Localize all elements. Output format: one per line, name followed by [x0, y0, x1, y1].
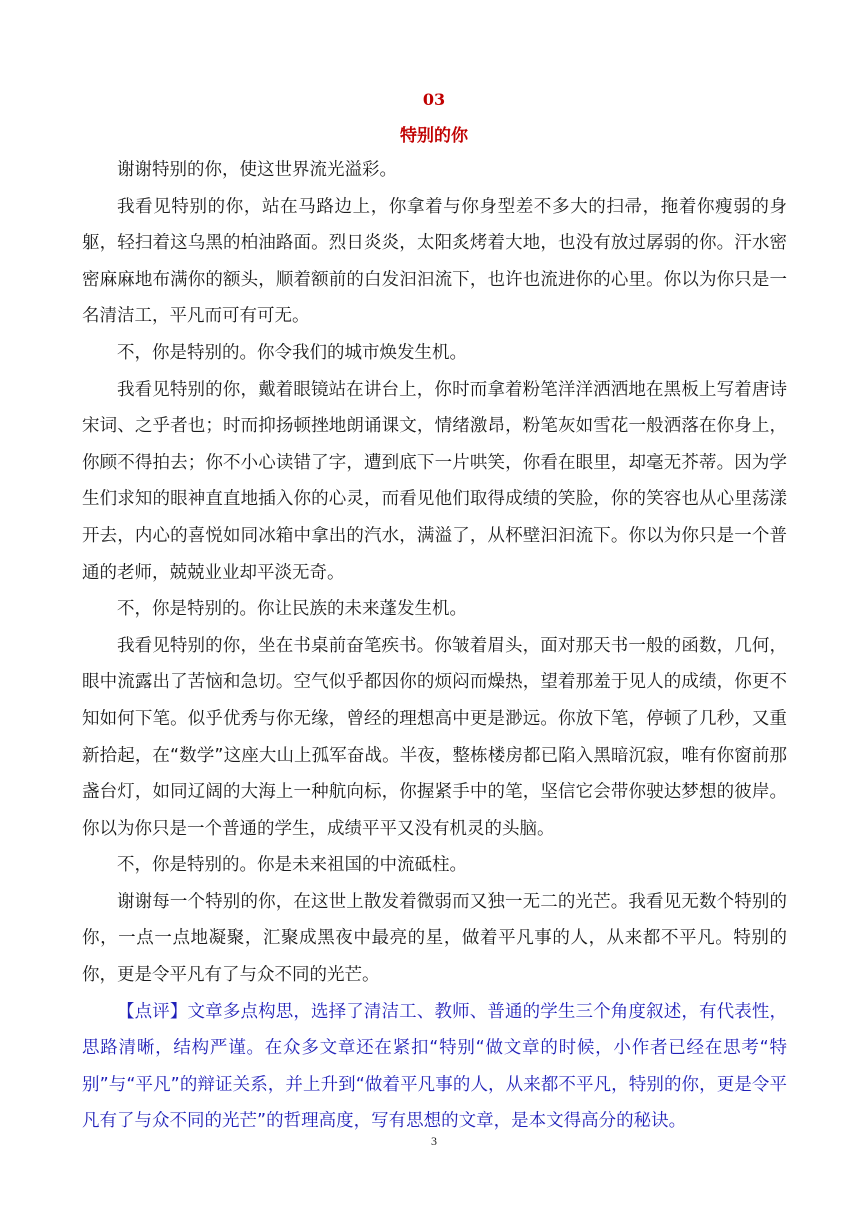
essay-title: 特别的你 [400, 126, 468, 146]
paragraph: 不，你是特别的。你让民族的未来蓬发生机。 [117, 599, 467, 620]
essay-body [82, 152, 787, 1140]
paragraph: 我看见特别的你，坐在书桌前奋笔疾书。你皱着眉头，面对那天书一般的函数，几何，眼中流露出了苦恼和急切。空气似乎都因你的烦闷而燥热，望着那羞于见人的成绩，你更不知如何下笔。似乎优秀与你无缘，曾经的理想高中更是渺远。你放下笔，停顿了几秒，又重新拾起，在“数学”这座大山上孤军奋战。半夜，整栋楼房都已陷入黑暗沉寂，唯有你窗前那盏台灯，如同辽阔的大海上一种航向标，你握紧手中的笔，坚信它会带你驶达梦想的彼岸。你以为你只是一个普通的学生，成绩平平又没有机灵的头脑。 [82, 635, 787, 839]
paragraph: 我看见特别的你，戴着眼镜站在讲台上，你时而拿着粉笔洋洋洒洒地在黑板上写着唐诗宋词、之乎者也；时而抑扬顿挫地朗诵课文，情绪激昂，粉笔灰如雪花一般洒落在你身上，你顾不得拍去；你不小心读错了字，遭到底下一片哄笑，你看在眼里，却毫无芥蒂。因为学生们求知的眼神直直地插入你的心灵，而看见他们取得成绩的笑脸，你的笑容也从心里荡漾开去，内心的喜悦如同冰箱中拿出的汽水，满溢了，从杯壁汩汩流下。你以为你只是一个普通的老师，兢兢业业却平淡无奇。 [82, 379, 787, 583]
paragraph: 我看见特别的你，站在马路边上，你拿着与你身型差不多大的扫帚，拖着你瘦弱的身躯，轻扫着这乌黑的柏油路面。烈日炎炎，太阳炙烤着大地，也没有放过孱弱的你。汗水密密麻麻地布满你的额头，顺着额前的白发汩汩流下，也许也流进你的心里。你以为你只是一名清洁工，平凡而可有可无。 [82, 196, 787, 327]
paragraph: 不，你是特别的。你令我们的城市焕发生机。 [117, 342, 467, 363]
paragraph: 谢谢每一个特别的你，在这世上散发着微弱而又独一无二的光芒。我看见无数个特别的你，一点一点地凝聚，汇聚成黑夜中最亮的星，做着平凡事的人，从来都不平凡。特别的你，更是令平凡有了与众不同的光芒。 [82, 891, 787, 986]
comment-tag: 【点评】 [117, 1001, 188, 1022]
essay-number: 03 [422, 90, 446, 109]
page-number: 3 [431, 1134, 437, 1148]
paragraph: 谢谢特别的你，使这世界流光溢彩。 [117, 160, 397, 180]
paragraph: 不，你是特别的。你是未来祖国的中流砥柱。 [117, 855, 467, 876]
comment-paragraph [82, 994, 787, 1140]
comment-text: 文章多点构思，选择了清洁工、教师、普通的学生三个角度叙述，有代表性，思路清晰，结构严谨。在众多文章还在紧扣“特别“做文章的时候，小作者已经在思考“特别”与“平凡”的辩证关系，并上升到“做着平凡事的人，从来都不平凡，特别的你，更是令平凡有了与众不同的光芒”的哲理高度，写有思想的文章，是本文得高分的秘诀。 [82, 1001, 788, 1132]
